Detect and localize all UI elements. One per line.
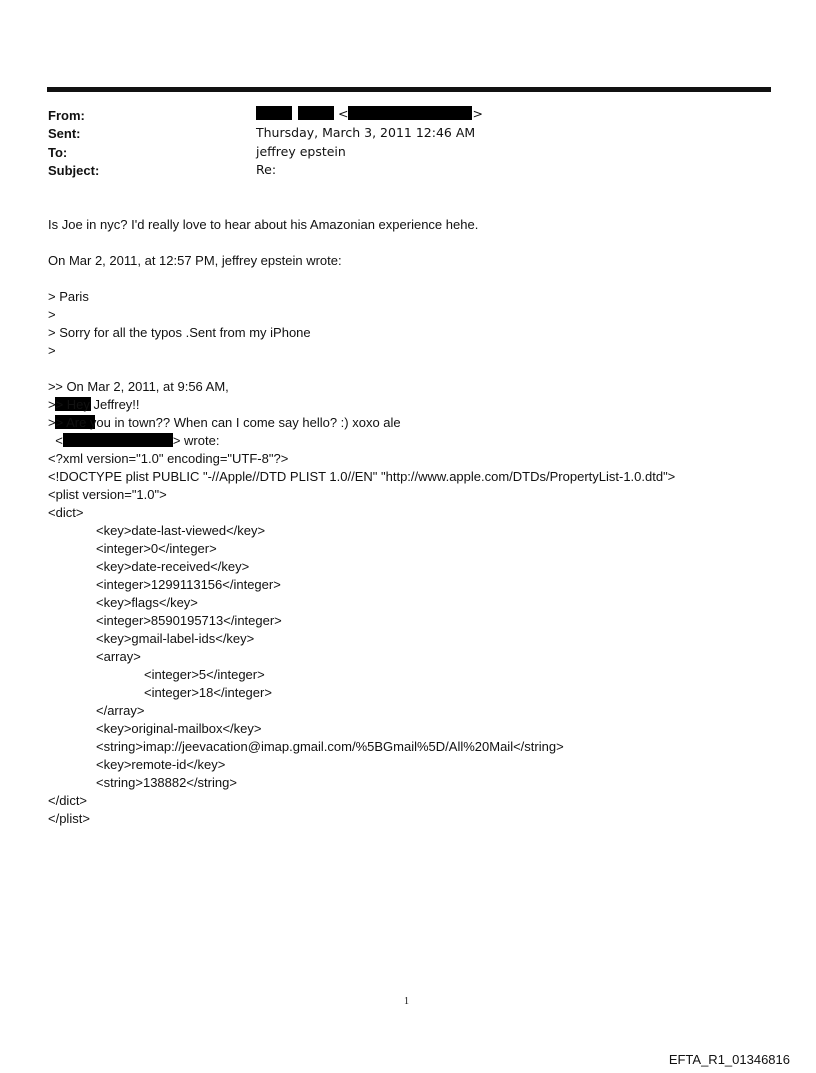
xml-line: <string>138882</string> — [96, 775, 237, 790]
to-value: jeffrey epstein — [256, 144, 346, 159]
document-id: EFTA_R1_01346816 — [668, 1052, 790, 1067]
quote-line: > Sorry for all the typos .Sent from my iPhone — [48, 325, 311, 340]
xml-line: <integer>1299113156</integer> — [96, 577, 281, 592]
xml-line: <integer>8590195713</integer> — [96, 613, 282, 628]
xml-line: </dict> — [48, 793, 88, 808]
quote-line: >> Hey Jeffrey!! — [48, 397, 140, 412]
page-number: 1 — [404, 996, 409, 1007]
subject-label: Subject: — [48, 163, 100, 178]
header-rule — [47, 87, 771, 92]
quote-line: > Paris — [48, 289, 89, 304]
xml-line: <key>original-mailbox</key> — [96, 721, 262, 736]
subject-value: Re: — [256, 162, 277, 177]
xml-line: <!DOCTYPE plist PUBLIC "-//Apple//DTD PLIST 1.0//EN" "http://www.apple.com/DTDs/PropertyList-1.0.dtd"> — [48, 469, 676, 484]
xml-line: <integer>18</integer> — [144, 685, 272, 700]
xml-line: <?xml version="1.0" encoding="UTF-8"?> — [48, 451, 289, 466]
redaction-block — [256, 106, 292, 120]
body-line: On Mar 2, 2011, at 12:57 PM, jeffrey epstein wrote: — [48, 253, 342, 268]
xml-line: <key>gmail-label-ids</key> — [96, 631, 255, 646]
quote-suffix: > wrote: — [172, 433, 220, 448]
quote-line: >> Are you in town?? When can I come say hello? :) xoxo ale — [48, 415, 401, 430]
xml-line: <key>remote-id</key> — [96, 757, 226, 772]
xml-line: <key>date-last-viewed</key> — [96, 523, 266, 538]
quote-line: > — [48, 307, 56, 322]
redaction-block — [348, 106, 472, 120]
xml-line: </array> — [96, 703, 145, 718]
xml-line: <integer>5</integer> — [144, 667, 265, 682]
xml-line: <key>flags</key> — [96, 595, 198, 610]
sent-label: Sent: — [48, 126, 81, 141]
xml-line: <key>date-received</key> — [96, 559, 250, 574]
xml-line: <dict> — [48, 505, 84, 520]
xml-line: <plist version="1.0"> — [48, 487, 167, 502]
quote-line: > — [48, 343, 56, 358]
redaction-block — [63, 433, 173, 447]
xml-line: </plist> — [48, 811, 90, 826]
to-label: To: — [48, 145, 68, 160]
quote-line: > — [48, 379, 56, 394]
from-label: From: — [48, 108, 85, 123]
xml-line: <array> — [96, 649, 141, 664]
redaction-block — [298, 106, 334, 120]
from-value — [256, 106, 483, 121]
body-line: Is Joe in nyc? I'd really love to hear about his Amazonian experience hehe. — [48, 217, 479, 232]
xml-line: <string>imap://jeevacation@imap.gmail.com/%5BGmail%5D/All%20Mail</string> — [96, 739, 564, 754]
from-lt: < — [337, 106, 349, 121]
quote-lt: < — [55, 433, 63, 448]
sent-value: Thursday, March 3, 2011 12:46 AM — [256, 125, 476, 140]
from-gt: > — [472, 106, 483, 121]
quote-prefix: > On Mar 2, 2011, at 9:56 AM, — [55, 379, 229, 394]
xml-line: <integer>0</integer> — [96, 541, 217, 556]
